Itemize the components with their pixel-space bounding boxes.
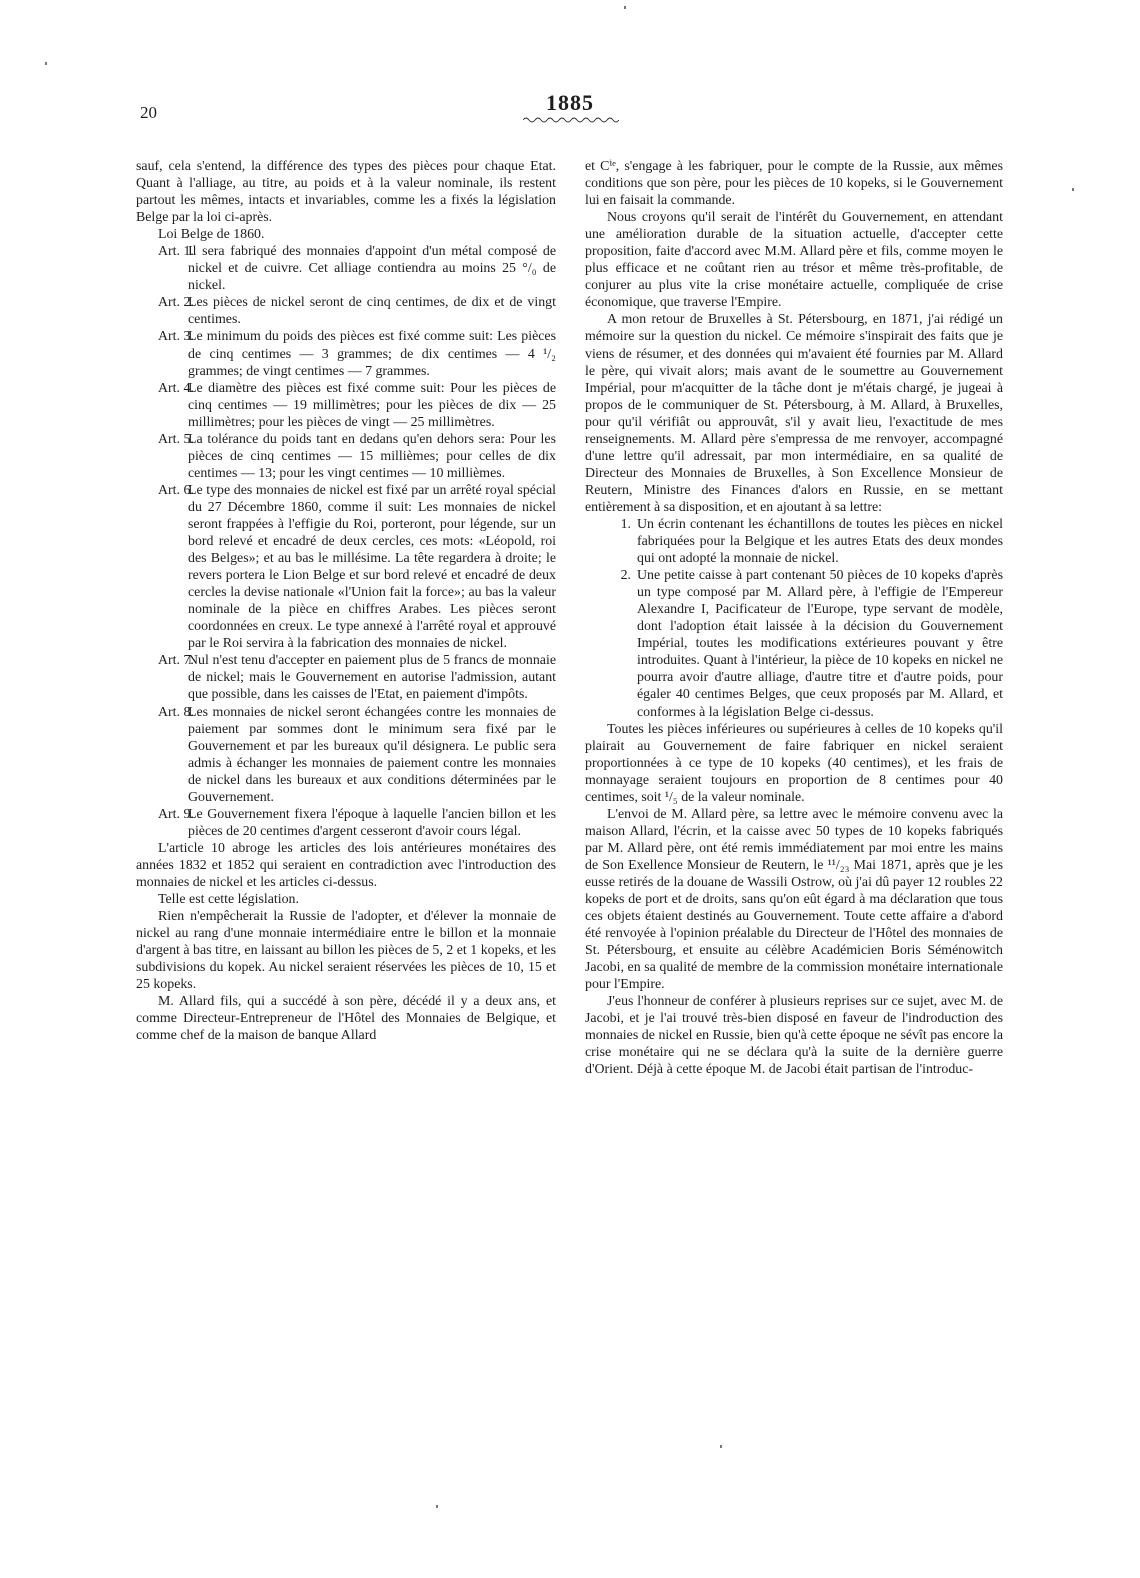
article-text: La tolérance du poids tant en dedans qu'en dehors sera: Pour les pièces de cinq centimes — 15 millièmes; pour celles de dix centimes — 13; pour les vingt centimes — 10 millièmes. — [188, 431, 556, 481]
article-number: Art. 5. — [158, 431, 194, 447]
article — [136, 431, 556, 482]
page-number: 20 — [140, 103, 157, 122]
article-number: Art. 7. — [158, 653, 194, 669]
scan-speck — [45, 62, 47, 65]
article-text: Les pièces de nickel seront de cinq centimes, de dix et de vingt centimes. — [188, 295, 556, 328]
article — [136, 328, 556, 379]
article — [136, 806, 556, 840]
article-text: Le type des monnaies de nickel est fixé par un arrêté royal spécial du 27 Décembre 1860, comme il suit: Les monnaies de nickel seront frappées à l'effigie du Roi, porteront, pour légende, sur un bord relevé et encadré de deux cercles, ces mots: «Léopold, roi des Belges»; et au bas le millésime. La tête regardera à droite; le revers portera le Lion Belge et sur bord relevé et encadré de deux cercles la devise nationale «l'Union fait la force»; au bas la valeur nominale de la pièce en chiffres Arabes. Les pièces seront coordonnées en creux. Le type annexé à l'arrêté royal et approuvé par le Roi servira à la fabrication des monnaies de nickel. — [188, 482, 556, 652]
list-item-number: 2. — [620, 568, 631, 584]
article-number: Art. 4. — [158, 380, 194, 396]
paragraph: J'eus l'honneur de conférer à plusieurs reprises sur ce sujet, avec M. de Jacobi, et je l'ai trouvé très-bien disposé en faveur de l'indroduction des monnaies de nickel en Russie, bien qu'à cette époque ne sévît pas encore la crise monétaire qui ne se déclara qu'à la suite de la dernière guerre d'Orient. Déjà à cette époque M. de Jacobi était partisan de l'introduc- — [585, 994, 1003, 1078]
list-item-text: Un écrin contenant les échantillons de toutes les pièces en nickel fabriquées pour la Belgique et les autres Etats des deux mondes qui ont adopté la monnaie de nickel. — [637, 516, 1003, 567]
article-text: Nul n'est tenu d'accepter en paiement plus de 5 francs de monnaie de nickel; mais le Gouvernement en autorise l'admission, autant que possible, dans les caisses de l'Etat, en paiement d'impôts. — [188, 653, 556, 703]
paragraph: M. Allard fils, qui a succédé à son père, décédé il y a deux ans, et comme Directeur-Entrepreneur de l'Hôtel des Monnaies de Belgique, et comme chef de la maison de banque Allard — [136, 994, 556, 1044]
scan-speck — [1072, 188, 1074, 191]
paragraph: sauf, cela s'entend, la différence des types des pièces pour chaque Etat. Quant à l'alliage, au titre, au poids et à la valeur nominale, ils restent partout les mêmes, intacts et invariables, comme les a fixés la législation Belge par la loi ci-après. — [136, 159, 556, 226]
paragraph: Nous croyons qu'il serait de l'intérêt du Gouvernement, en attendant une amélioration durable de la situation actuelle, d'accepter cette proposition, faite d'accord avec M.M. Allard père et fils, comme moyen le plus efficace et ne coûtant rien au trésor et même très-profitable, de conjurer au plus vite la crise monétaire actuelle, compliquée de crise économique, que traverse l'Empire. — [585, 210, 1003, 311]
article-number: Art. 2. — [158, 295, 194, 311]
article — [136, 294, 556, 328]
paragraph: L'envoi de M. Allard père, sa lettre avec le mémoire convenu avec la maison Allard, l'écrin, et la caisse avec 50 types de 10 kopeks fabriqués par M. Allard père, ont été remis immédiatement par moi entre les mains de Son Exellence Monsieur de Reutern, le ¹¹/₂₃ Mai 1871, après que je les eusse retirés de la douane de Wassili Ostrow, où j'ai dû payer 12 roubles 22 kopeks de port et de droits, sans qu'on eût égard à ma déclaration que tous ces objets étaient destinés au Gouvernement. Toute cette affaire a d'abord été renvoyée à l'opinion préalable du Directeur de l'Hôtel des monnaies de St. Pétersbourg, et ensuite au célèbre Académicien Boris Séménowitch Jacobi, en sa qualité de membre de la commission monétaire internationale pour l'Empire. — [585, 806, 1003, 993]
article-text: Le minimum du poids des pièces est fixé comme suit: Les pièces de cinq centimes — 3 grammes; de dix centimes — 4 ¹/₂ grammes; de vingt centimes — 7 grammes. — [188, 329, 556, 379]
paragraph: Rien n'empêcherait la Russie de l'adopter, et d'élever la monnaie de nickel au rang d'une monnaie intermédiaire entre le billon et la monnaie d'argent à bas titre, en laissant au billon les pièces de 5, 2 et 1 kopeks, et les subdivisions du kopek. Au nickel seraient réservées les pièces de 10, 15 et 25 kopeks. — [136, 909, 556, 993]
decorative-wavy-rule — [523, 116, 619, 124]
paragraph: Toutes les pièces inférieures ou supérieures à celles de 10 kopeks qu'il plairait au Gouvernement de faire fabriquer en nickel seraient proportionnées à ce type de 10 kopeks (40 centimes), et les frais de monnayage seraient toujours en proportion de 8 centimes pour 40 centimes, soit ¹/₅ de la valeur nominale. — [585, 721, 1003, 805]
scan-speck — [436, 1505, 438, 1508]
article-text: Le Gouvernement fixera l'époque à laquelle l'ancien billon et les pièces de 20 centimes d'argent cesseront d'avoir cours légal. — [188, 806, 556, 839]
article-number: Art. 6. — [158, 482, 194, 498]
list-item — [585, 567, 1003, 720]
article — [136, 380, 556, 431]
scan-speck — [720, 1445, 722, 1448]
article-text: Les monnaies de nickel seront échangées contre les monnaies de paiement par sommes dont le minimum sera fixé par le Gouvernement et par les bureaux qu'il désignera. Le public sera admis à échanger les monnaies de paiement contre les monnaies de nickel dans les bureaux et aux conditions déterminées par le Gouvernement. — [188, 704, 556, 805]
list-item-text: Une petite caisse à part contenant 50 pièces de 10 kopeks d'après un type composé par M. Allard père, à l'effigie de l'Empereur Alexandre I, Pacificateur de l'Europe, type servant de modèle, dont l'adoption était laissée à la décision du Gouvernement Impérial, toutes les modifications extérieures pouvant y être introduites. Quant à l'intérieur, la pièce de 10 kopeks en nickel ne pourra avoir d'autre alliage, d'autre titre et d'autre poids, pour égaler 40 centimes Belges, que ceux proposés par M. Allard, et conformes à la législation Belge ci-dessus. — [637, 568, 1003, 720]
scan-speck — [624, 6, 626, 9]
article — [136, 704, 556, 806]
article — [136, 243, 556, 294]
paragraph: Telle est cette législation. — [158, 892, 299, 908]
left-column — [136, 158, 556, 1044]
page-year: 1885 — [546, 90, 594, 115]
article-number: Art. 8. — [158, 704, 194, 720]
right-column — [585, 158, 1003, 1079]
paragraph: et Cⁱᵉ, s'engage à les fabriquer, pour le compte de la Russie, aux mêmes conditions que son père, pour les pièces de 10 kopeks, si le Gouvernement lui en faisait la commande. — [585, 159, 1003, 209]
article-number: Art. 1. — [158, 244, 194, 260]
article — [136, 652, 556, 703]
list-item-number: 1. — [620, 516, 631, 532]
article-text: Il sera fabriqué des monnaies d'appoint d'un métal composé de nickel et de cuivre. Cet alliage contiendra au moins 25 °/₀ de nickel. — [188, 244, 556, 294]
article-text: Le diamètre des pièces est fixé comme suit: Pour les pièces de cinq centimes — 19 millimètres; pour les pièces de dix — 25 millimètres; pour les pièces de vingt — 25 millimètres. — [188, 380, 556, 430]
law-title: Loi Belge de 1860. — [158, 227, 265, 243]
article-number: Art. 3. — [158, 329, 194, 345]
paragraph: L'article 10 abroge les articles des lois antérieures monétaires des années 1832 et 1852 qui seraient en contradiction avec l'introduction des monnaies de nickel et les articles ci-dessus. — [136, 840, 556, 890]
list-item — [585, 516, 1003, 567]
paragraph: A mon retour de Bruxelles à St. Pétersbourg, en 1871, j'ai rédigé un mémoire sur la question du nickel. Ce mémoire s'inspirait des faits que je viens de résumer, et des données qui m'avaient été fournies par M. Allard le père, qui vivait alors; mais avant de le soumettre au Gouvernement Impérial, pour m'acquitter de la tâche dont je m'étais chargé, je jugeai à propos de le communiquer de St. Pétersbourg, à M. Allard, à Bruxelles, pour qu'il vérifiât ou approuvât, s'il y avait lieu, l'exactitude de mes renseignements. M. Allard père s'empressa de me renvoyer, accompagné d'une lettre qu'il adressait, par mon intermédiaire, en sa qualité de Directeur des Monnaies de Bruxelles, à Son Excellence Monsieur de Reutern, Ministre des Finances d'alors en Russie, en se mettant entièrement à sa disposition, et en ajoutant à sa lettre: — [585, 312, 1003, 515]
article-number: Art. 9. — [158, 806, 194, 822]
article — [136, 482, 556, 652]
